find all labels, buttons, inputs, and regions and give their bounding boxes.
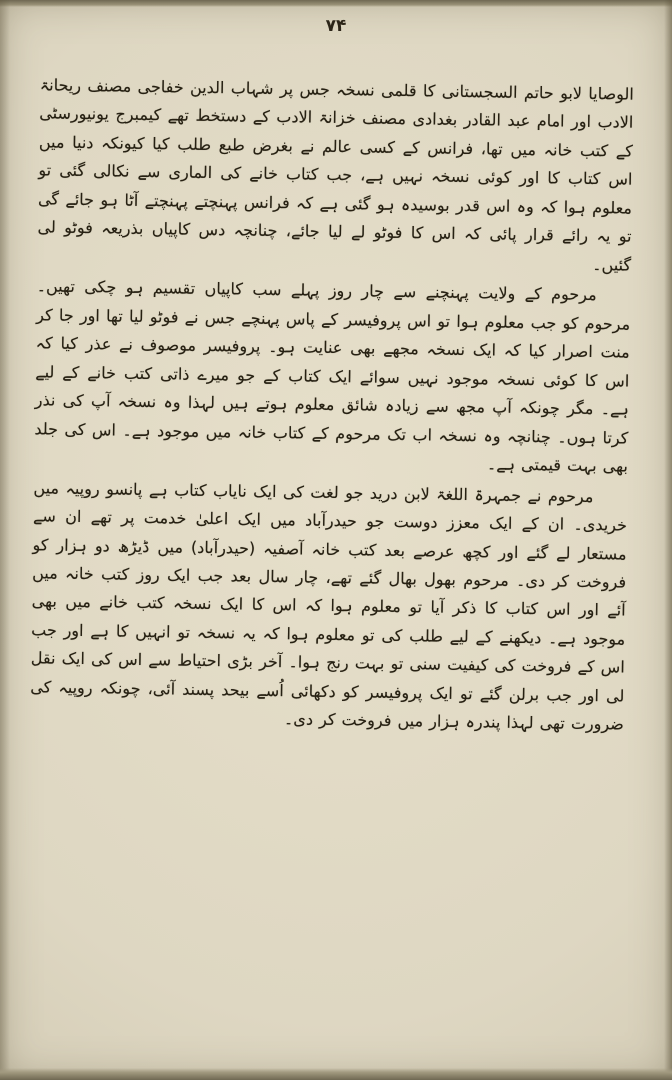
page-number: ۷۴: [325, 16, 347, 36]
paragraph-2: مرحوم کے ولایت پہنچنے سے چار روز پہلے سب کاپیاں تقسیم ہو چکی تھیں۔ مرحوم کو جب معلوم ہوا تو اس پروفیسر کے پاس پہنچے جس نے فوٹو لیا تھا اور جا کر منت اصرار کیا کہ ایک نسخہ مجھے بھی عنایت ہو۔ پروفیسر موصوف نے عذر کیا کہ اس کا کوئی نسخہ موجود نہیں سوائے ایک کتاب کے جو میرے ذاتی کتب خانے کے لیے ہے۔ مگر چونکہ آپ مجھ سے زیادہ شائق معلوم ہوتے ہیں لہذا وہ نسخہ آپ کی نذر کرتا ہوں۔ چنانچہ وہ نسخہ اب تک مرحوم کے کتاب خانہ میں موجود ہے۔ اس کی جلد بھی بہت قیمتی ہے۔: [34, 276, 631, 476]
paragraph-1: الوصایا لابو حاتم السجستانی کا قلمی نسخہ جس پر شہاب الدین خفاجی مصنف ریحانۃ الادب اور امام عبد القادر بغدادی مصنف خزانۃ الادب کے دستخط تھے کیمبرج یونیورسٹی کے کتب خانہ میں تھا، فرانس کے کسی عالم نے بغرض طبع طلب کیا کیونکہ دنیا میں اس کتاب کا اور کوئی نسخہ نہیں ہے، جب کتاب خانے کی الماری سے نکالی گئی تو معلوم ہوا کہ وہ اس قدر بوسیدہ ہو گئی ہے کہ فرانس پہنچتے پہنچتے آٹا ہو جائے گی تو یہ رائے قرار پائی کہ اس کا فوٹو لے لیا جائے، چنانچہ دس کاپیاں بذریعہ فوٹو لی گئیں۔: [37, 75, 634, 275]
scan-edge-right: [664, 0, 672, 1080]
text-block: [30, 71, 634, 739]
scan-edge-left: [0, 0, 10, 1080]
paragraph-3: مرحوم نے جمہرۃ اللغۃ لابن درید جو لغت کی ایک نایاب کتاب ہے پانسو روپیہ میں خریدی۔ ان کے ایک معزز دوست جو حیدرآباد میں ایک اعلیٰ خدمت پر تھے ان سے مستعار لے گئے اور کچھ عرصے بعد کتب خانہ آصفیہ (حیدرآباد) میں ڈیڑھ دو ہزار کو فروخت کر دی۔ مرحوم بھول بھال گئے تھے، چار سال بعد جب ایک روز کتب خانہ میں آئے اور اس کتاب کا ذکر آیا تو معلوم ہوا کہ اس کا ایک نسخہ کتب خانے میں بھی موجود ہے۔ دیکھنے کے لیے طلب کی تو معلوم ہوا کہ یہ نسخہ تو انہیں کا ہے اور جب اس کے فروخت کی کیفیت سنی تو بہت رنج ہوا۔ آخر بڑی احتیاط سے اس کی ایک نقل لی اور جب برلن گئے تو ایک پروفیسر کو دکھائی اُسے بیحد پسند آئی، چونکہ روپیہ کی ضرورت تھی لہذا پندرہ ہزار میں فروخت کر دی۔: [30, 477, 628, 734]
